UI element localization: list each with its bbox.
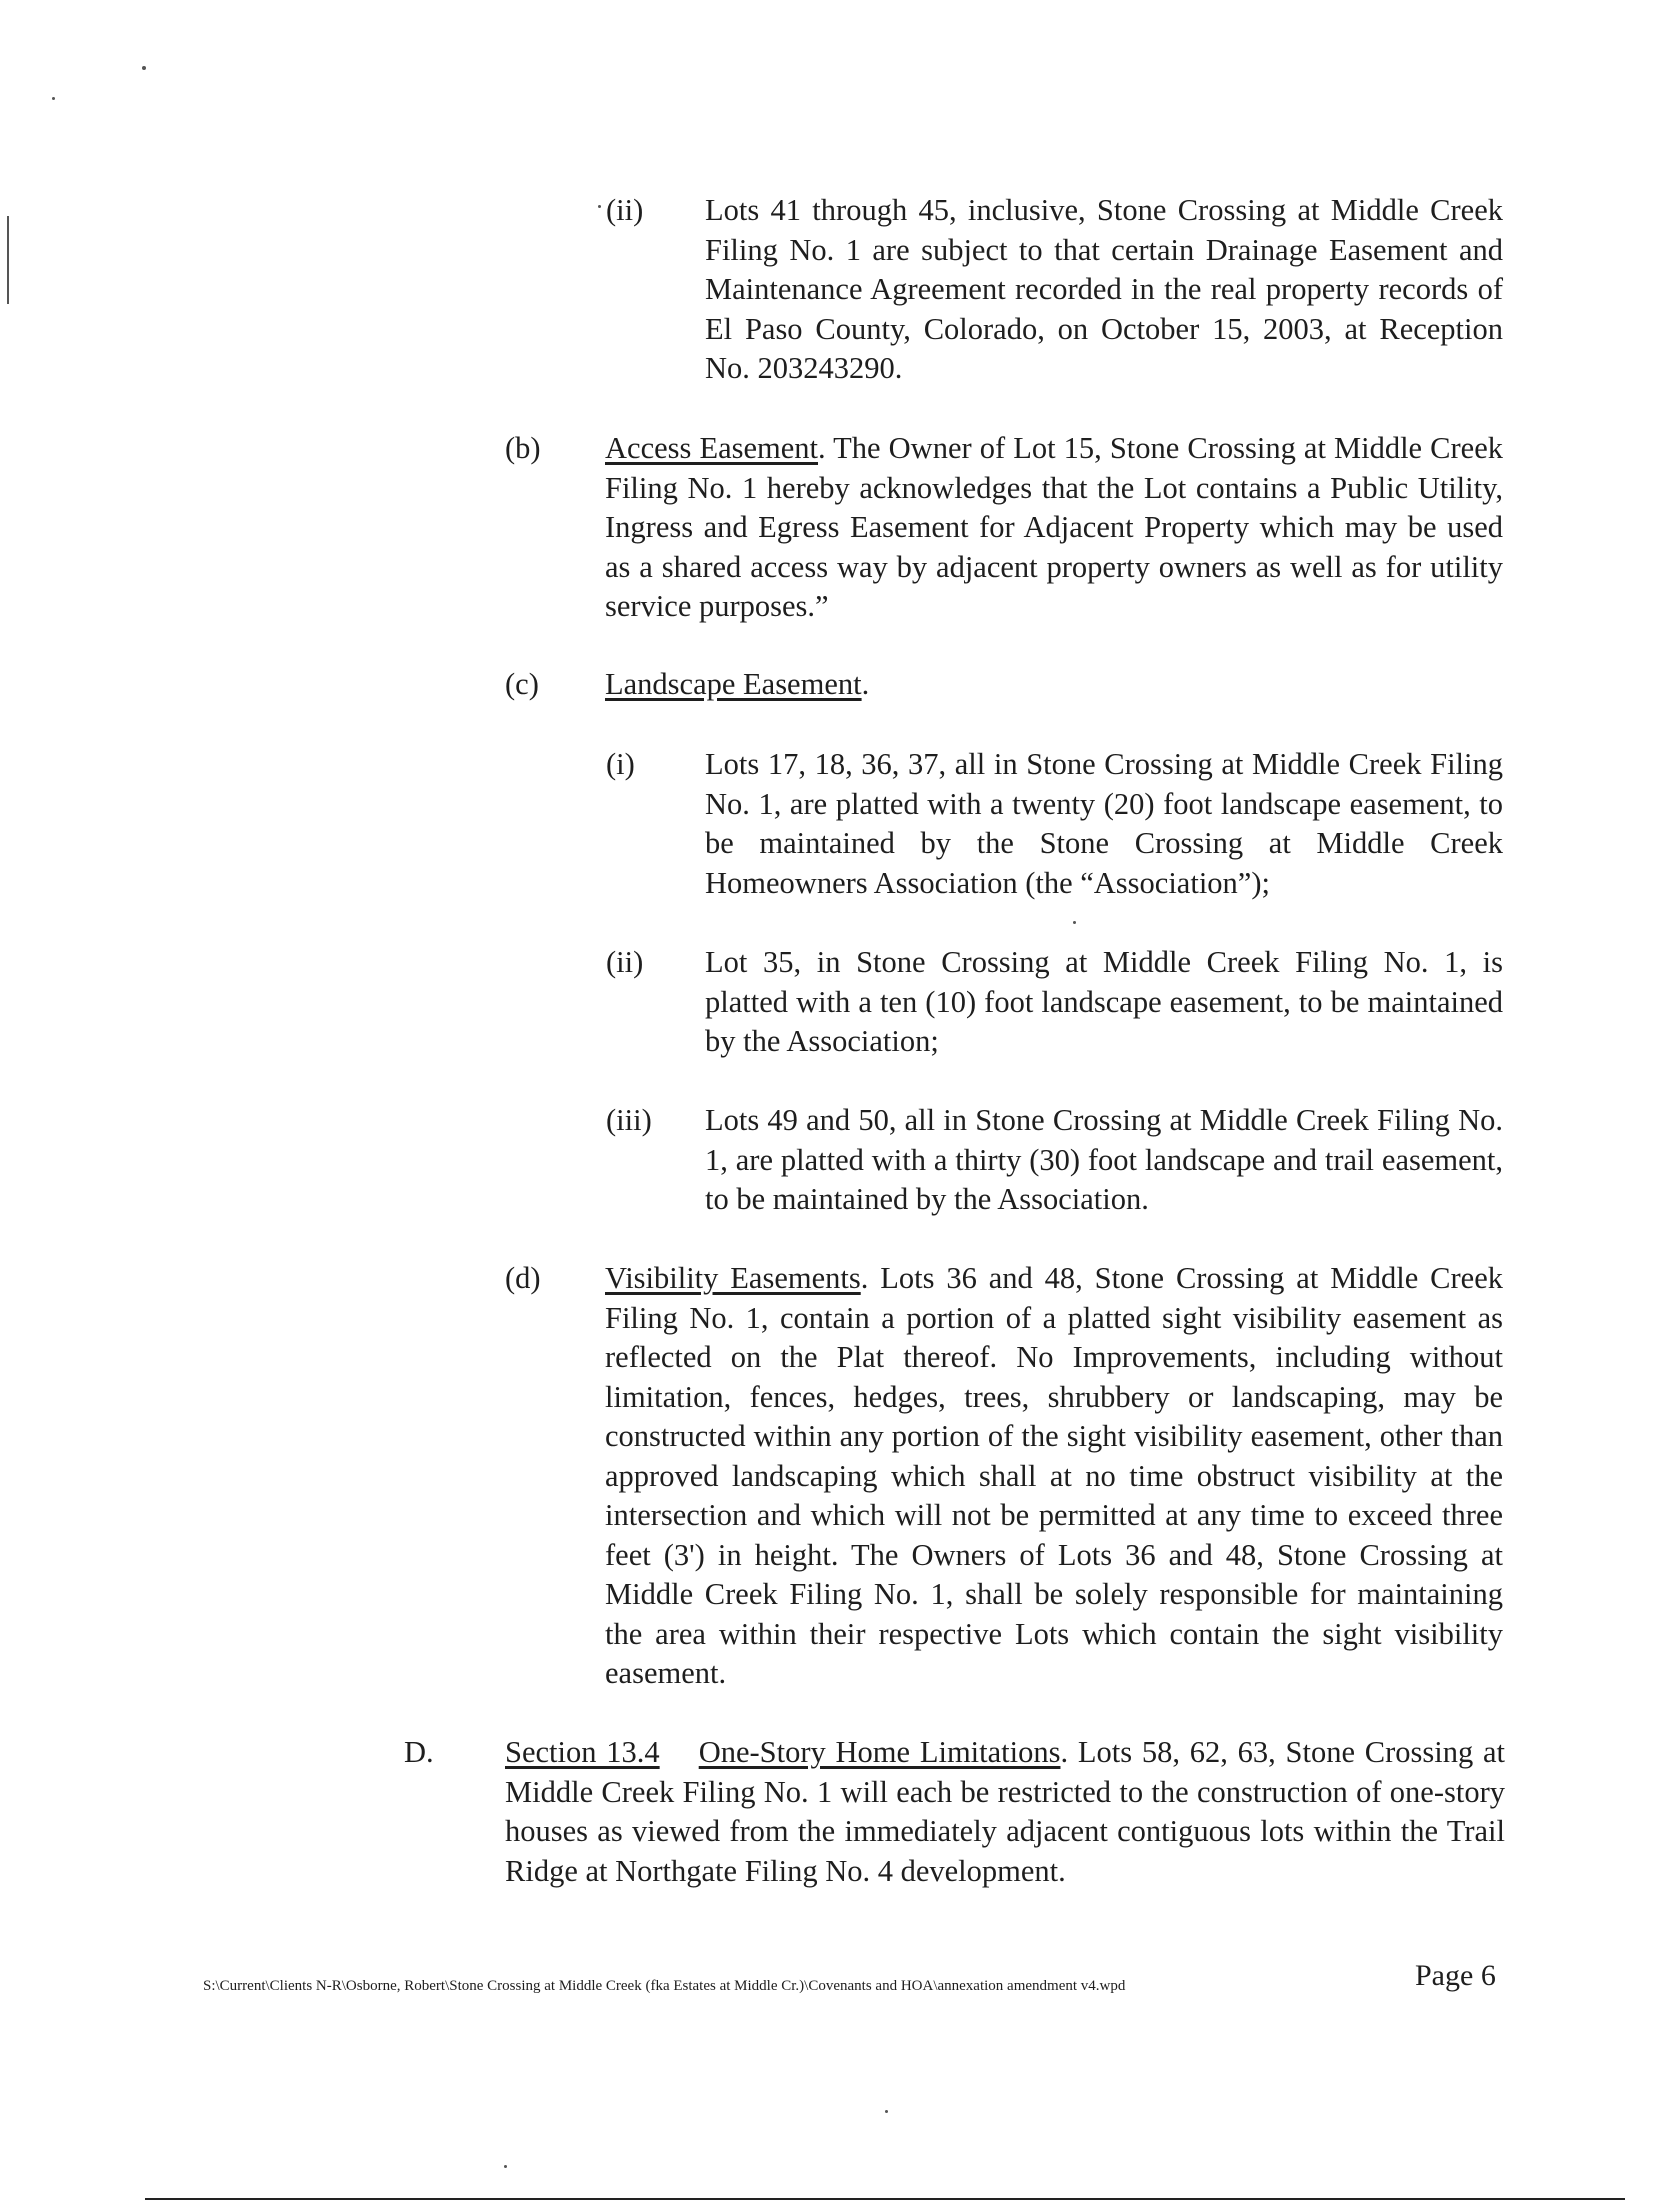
section-d-ref: Section 13.4 — [505, 1735, 660, 1769]
subsection-b-label: (b) — [505, 431, 541, 465]
subsection-d-paragraph — [605, 1259, 1503, 1694]
scan-speck — [52, 97, 55, 100]
scan-speck — [504, 2165, 507, 2168]
subsection-c-ii-label: (ii) — [606, 945, 644, 979]
subsection-c-i-text: Lots 17, 18, 36, 37, all in Stone Crossing at Middle Creek Filing No. 1, are platted with a twenty (20) foot landscape easement, to be maintained by the Stone Crossing at Middle Creek Homeowners Association (the “Association”); — [705, 747, 1503, 900]
scan-speck — [598, 205, 601, 208]
subsection-d-text: . Lots 36 and 48, Stone Crossing at Middle Creek Filing No. 1, contain a portion of a platted sight visibility easement as reflected on the Plat thereof. No Improvements, including without limitation, fences, hedges, trees, shrubbery or landscaping, may be constructed within any portion of the sight visibility easement, other than approved landscaping which shall at no time obstruct visibility at the intersection and which will not be permitted at any time to exceed three feet (3') in height. The Owners of Lots 36 and 48, Stone Crossing at Middle Creek Filing No. 1, shall be solely responsible for maintaining the area within their respective Lots which contain the sight visibility easement. — [605, 1261, 1503, 1690]
subsection-b-paragraph — [605, 429, 1503, 627]
subsection-c-iii-label: (iii) — [606, 1103, 652, 1137]
subsection-c-ii-text: Lot 35, in Stone Crossing at Middle Creek Filing No. 1, is platted with a ten (10) foot landscape easement, to be maintained by the Association; — [705, 945, 1503, 1058]
scan-speck — [142, 66, 146, 70]
bottom-rule — [145, 2198, 1625, 2200]
scan-edge-mark — [7, 216, 9, 304]
section-d-label: D. — [404, 1735, 434, 1769]
subsection-d-heading: Visibility Easements — [605, 1261, 861, 1295]
subsection-c-iii-text: Lots 49 and 50, all in Stone Crossing at Middle Creek Filing No. 1, are platted with a thirty (30) foot landscape and trail easement, to be maintained by the Association. — [705, 1103, 1503, 1216]
subsection-c-i-label: (i) — [606, 747, 635, 781]
section-d-heading: One-Story Home Limitations — [698, 1735, 1061, 1769]
subsection-a-ii-text: Lots 41 through 45, inclusive, Stone Crossing at Middle Creek Filing No. 1 are subject to that certain Drainage Easement and Maintenance Agreement recorded in the real property records of El Paso County, Colorado, on October 15, 2003, at Reception No. 203243290. — [705, 193, 1503, 385]
subsection-b-text: . The Owner of Lot 15, Stone Crossing at Middle Creek Filing No. 1 hereby acknowledges that the Lot contains a Public Utility, Ingress and Egress Easement for Adjacent Property which may be used as a shared access way by adjacent property owners as well as for utility service purposes.” — [605, 431, 1503, 623]
subsection-b-heading: Access Easement — [605, 431, 819, 465]
footer-page-number: Page 6 — [1415, 1959, 1496, 1992]
scan-speck — [1073, 921, 1076, 924]
scan-speck — [885, 2110, 888, 2113]
subsection-c-label: (c) — [505, 667, 539, 701]
section-d-text: . Lots 58, 62, 63, Stone Crossing at Middle Creek Filing No. 1 will each be restricted to the construction of one-story houses as viewed from the immediately adjacent contiguous lots within the Trail Ridge at Northgate Filing No. 4 development. — [505, 1735, 1505, 1888]
subsection-d-label: (d) — [505, 1261, 541, 1295]
footer-file-path: S:\Current\Clients N-R\Osborne, Robert\Stone Crossing at Middle Creek (fka Estates at Middle Cr.)\Covenants and HOA\annexation amendment v4.wpd — [203, 1978, 1126, 1994]
subsection-c-heading-line — [605, 665, 869, 705]
section-d-paragraph — [505, 1733, 1505, 1891]
subsection-a-ii-label: (ii) — [606, 193, 644, 227]
subsection-c-heading-suffix: . — [861, 667, 870, 701]
subsection-c-heading: Landscape Easement — [605, 667, 862, 701]
